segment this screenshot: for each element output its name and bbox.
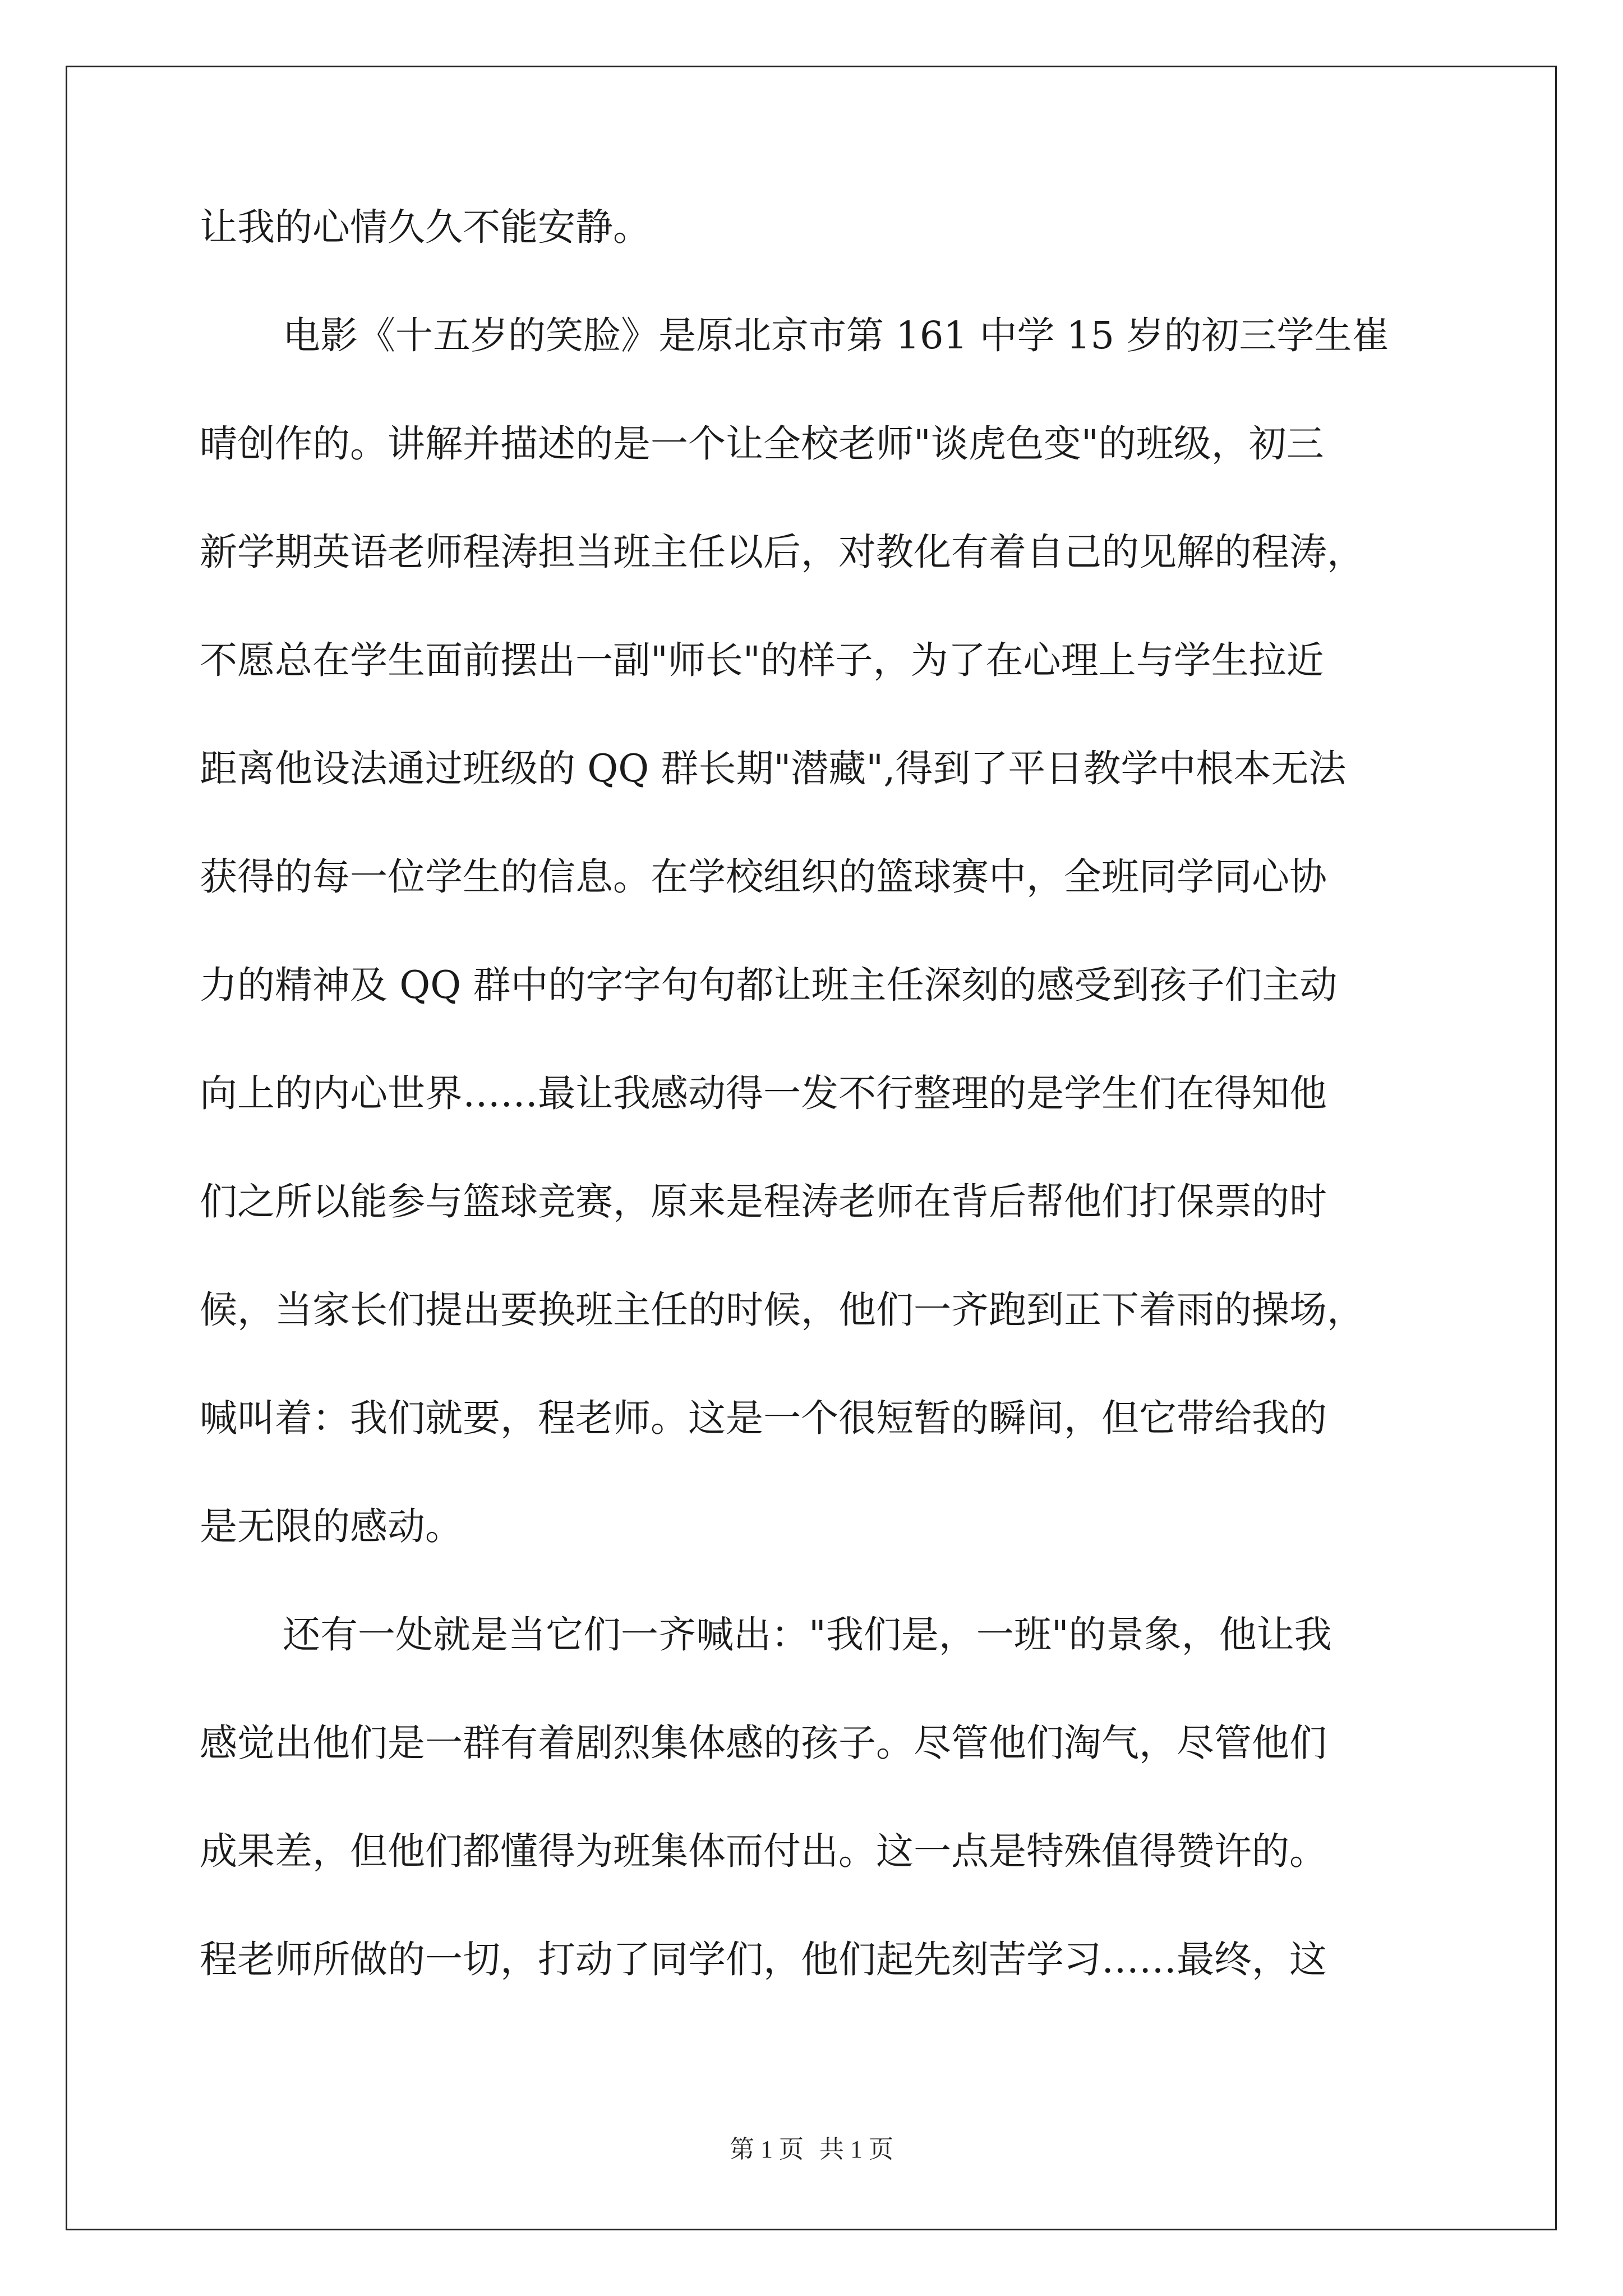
- text-line: 新学期英语老师程涛担当班主任以后，对教化有着自己的见解的程涛，: [200, 530, 1364, 574]
- text-line: 距离他设法通过班级的 QQ 群长期"潜藏",得到了平日教学中根本无法: [200, 747, 1347, 790]
- text-line: 力的精神及 QQ 群中的字字句句都让班主任深刻的感受到孩子们主动: [200, 963, 1338, 1007]
- text-line: 喊叫着：我们就要，程老师。这是一个很短暂的瞬间，但它带给我的: [200, 1396, 1327, 1440]
- text-line: 候，当家长们提出要换班主任的时候，他们一齐跑到正下着雨的操场，: [200, 1288, 1364, 1332]
- paragraph-start-line: 还有一处就是当它们一齐喊出："我们是，一班"的景象，他让我: [283, 1613, 1332, 1657]
- text-line: 晴创作的。讲解并描述的是一个让全校老师"谈虎色变"的班级，初三: [200, 422, 1324, 466]
- text-line: 不愿总在学生面前摆出一副"师长"的样子，为了在心理上与学生拉近: [200, 638, 1324, 682]
- text-line: 获得的每一位学生的信息。在学校组织的篮球赛中，全班同学同心协: [200, 855, 1327, 899]
- text-line: 让我的心情久久不能安静。: [200, 205, 651, 249]
- text-line: 程老师所做的一切，打动了同学们，他们起先刻苦学习……最终，这: [200, 1938, 1327, 1981]
- page-border: [66, 66, 1557, 2230]
- page-footer: [0, 2129, 1623, 2165]
- page-number: 第 1 页: [730, 2136, 804, 2163]
- text-line: 向上的内心世界……最让我感动得一发不行整理的是学生们在得知他: [200, 1071, 1327, 1115]
- text-line: 们之所以能参与篮球竞赛，原来是程涛老师在背后帮他们打保票的时: [200, 1180, 1327, 1223]
- paragraph-start-line: 电影《十五岁的笑脸》是原北京市第 161 中学 15 岁的初三学生崔: [283, 314, 1390, 357]
- page-total: 共 1 页: [819, 2136, 893, 2163]
- text-line: 成果差，但他们都懂得为班集体而付出。这一点是特殊值得赞许的。: [200, 1829, 1327, 1873]
- text-line: 是无限的感动。: [200, 1504, 463, 1548]
- text-line: 感觉出他们是一群有着剧烈集体感的孩子。尽管他们淘气，尽管他们: [200, 1721, 1327, 1765]
